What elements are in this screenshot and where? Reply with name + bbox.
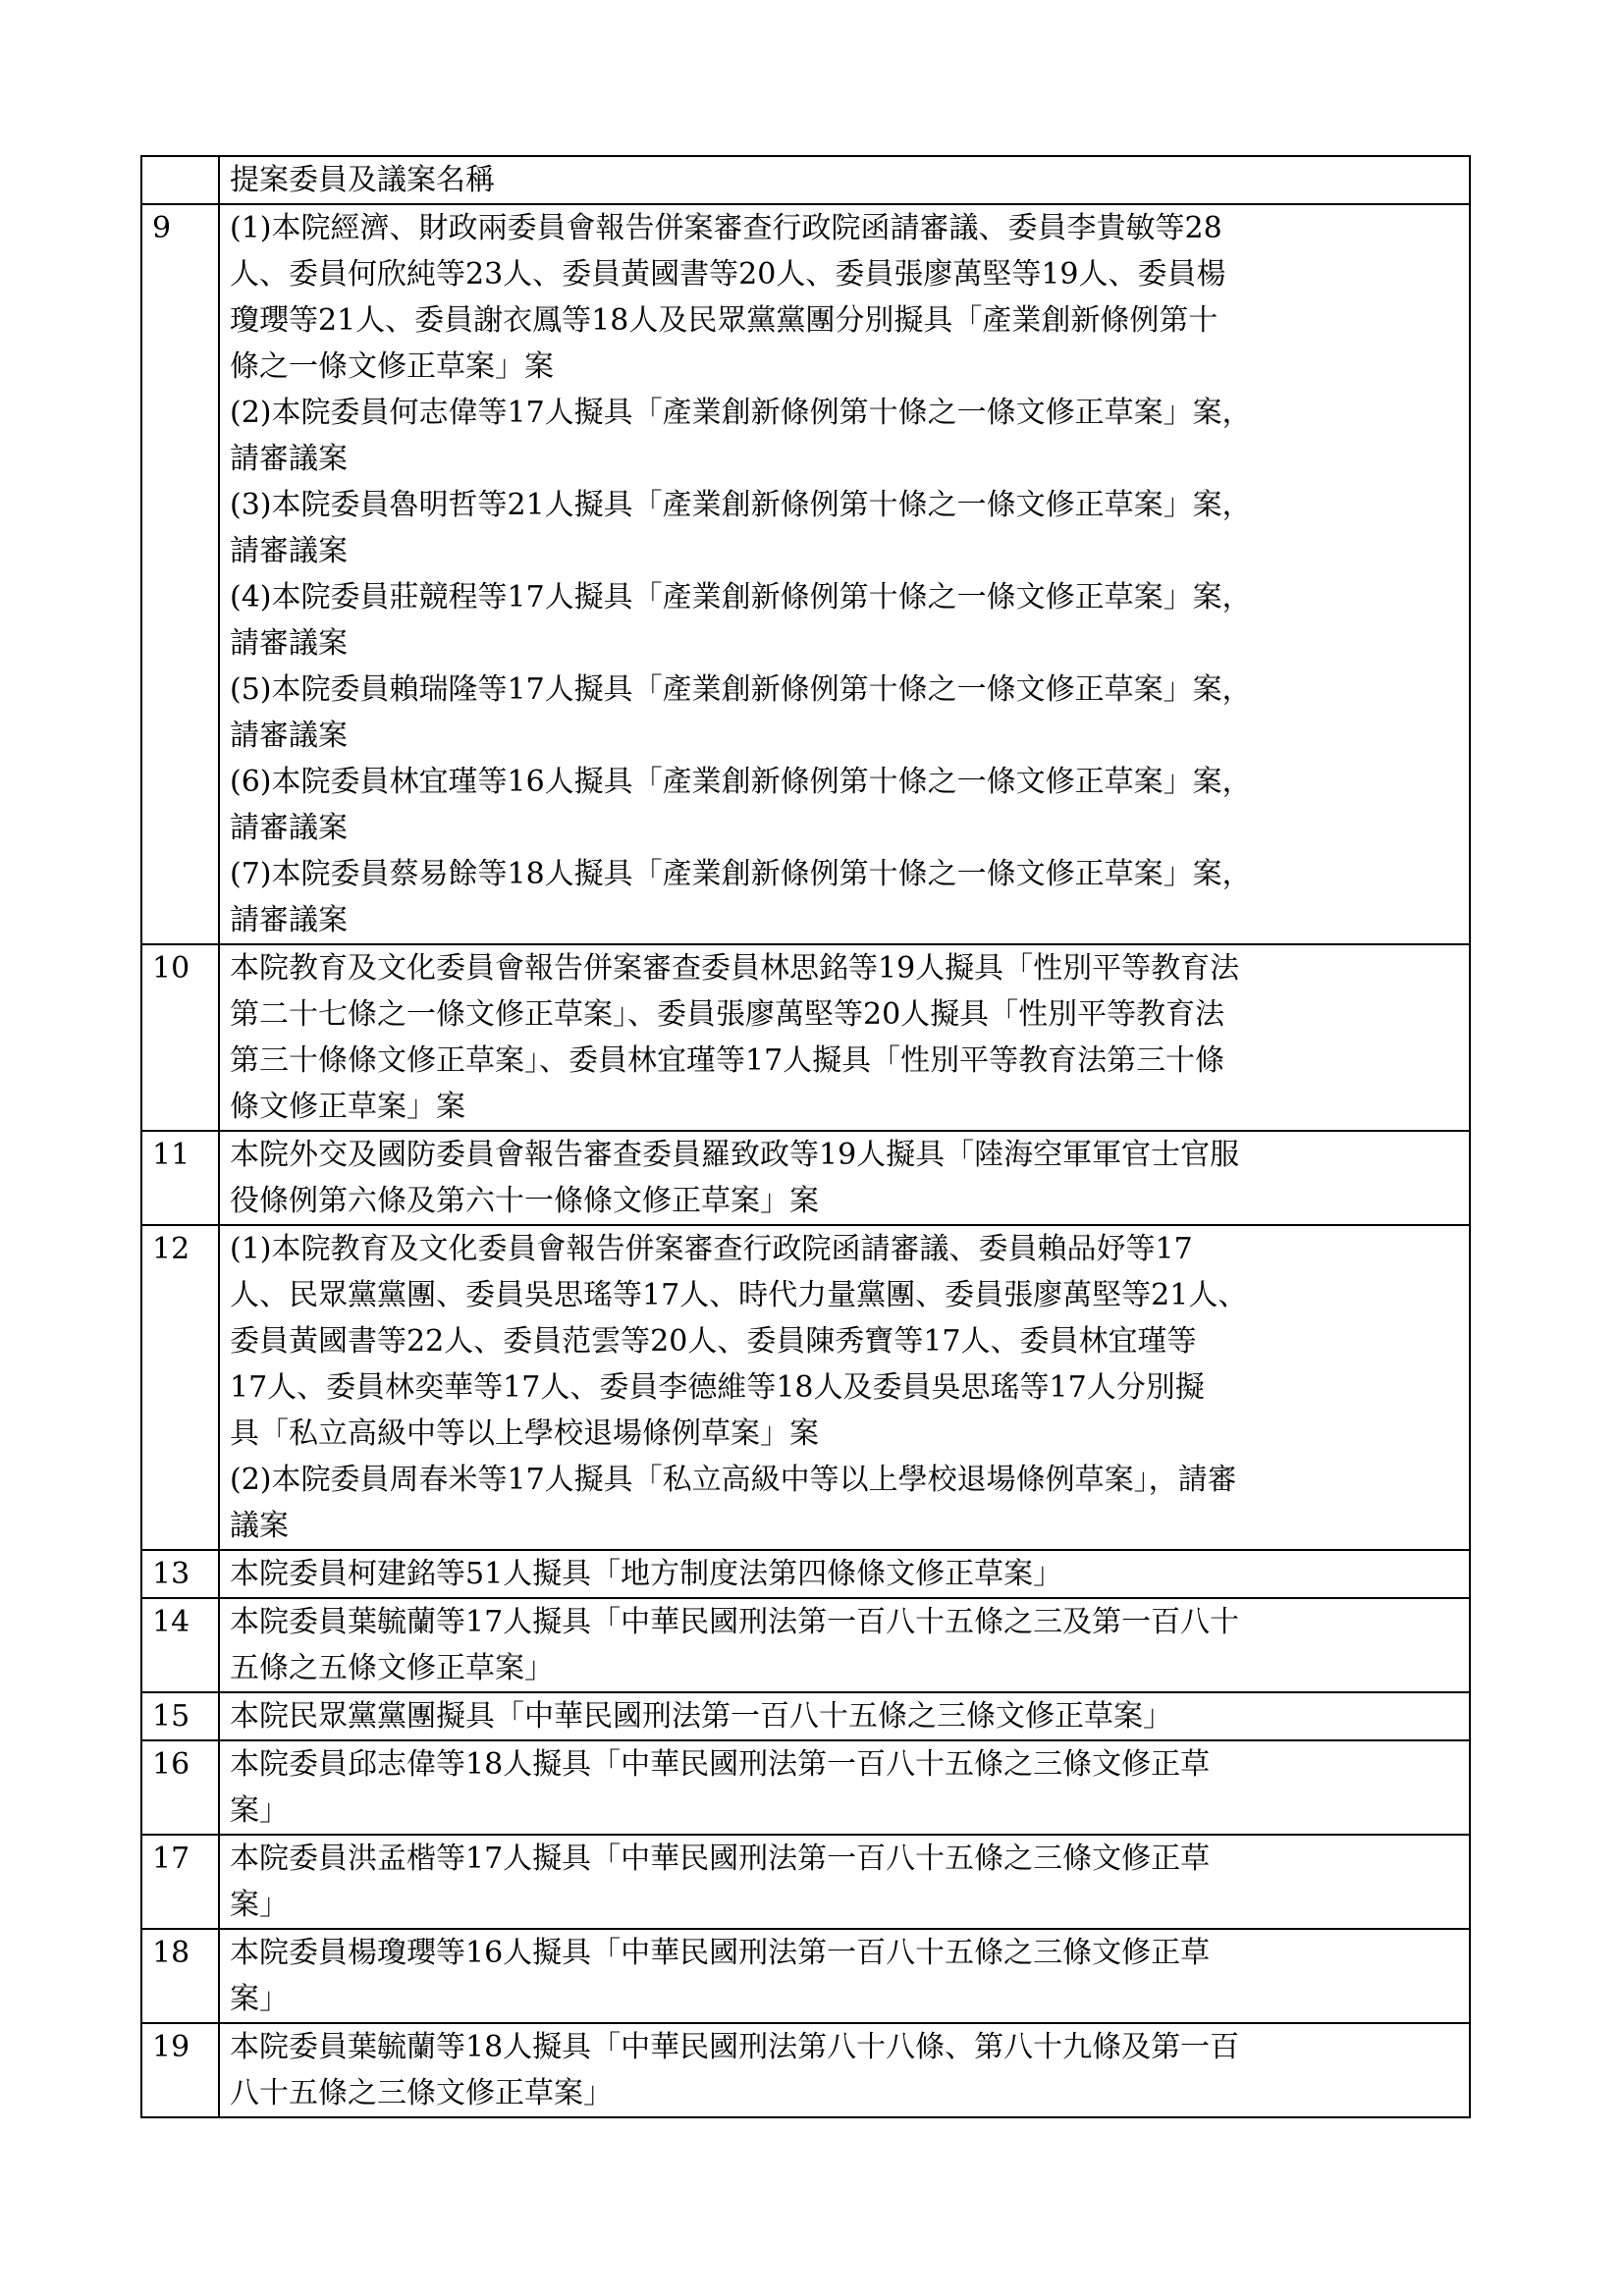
item-number: 10 xyxy=(141,944,219,1131)
bill-text-line: (5)本院委員賴瑞隆等17人擬具「產業創新條例第十條之一條文修正草案」案， xyxy=(230,672,1252,707)
bill-description xyxy=(219,944,1470,1131)
bill-text-line: (3)本院委員魯明哲等21人擬具「產業創新條例第十條之一條文修正草案」案， xyxy=(230,488,1252,522)
table-row xyxy=(141,1929,1470,2023)
bill-text-line: (1)本院經濟、財政兩委員會報告併案審查行政院函請審議、委員李貴敏等28 xyxy=(230,211,1222,245)
bill-description xyxy=(219,204,1470,944)
table-row xyxy=(141,2023,1470,2117)
bill-text-line: (2)本院委員周春米等17人擬具「私立高級中等以上學校退場條例草案」，請審 xyxy=(230,1463,1237,1497)
bill-text-line: 案」 xyxy=(230,1888,289,1922)
item-number: 15 xyxy=(141,1692,219,1740)
item-number: 17 xyxy=(141,1835,219,1929)
bill-text-line: (7)本院委員蔡易餘等18人擬具「產業創新條例第十條之一條文修正草案」案， xyxy=(230,857,1252,891)
bill-text-line: 案」 xyxy=(230,1982,289,2016)
bill-description xyxy=(219,1131,1470,1225)
bill-text-line: 請審議案 xyxy=(230,719,348,753)
table-row xyxy=(141,1225,1470,1550)
bill-text-line: 議案 xyxy=(230,1509,289,1543)
bill-text-line: 本院委員洪孟楷等17人擬具「中華民國刑法第一百八十五條之三條文修正草 xyxy=(230,1842,1211,1876)
bill-text-line: 本院委員邱志偉等18人擬具「中華民國刑法第一百八十五條之三條文修正草 xyxy=(230,1747,1211,1782)
bill-description xyxy=(219,1692,1470,1740)
bill-description xyxy=(219,1929,1470,2023)
bill-text-line: 人、委員何欣純等23人、委員黃國書等20人、委員張廖萬堅等19人、委員楊 xyxy=(230,257,1226,292)
bill-text-line: (1)本院教育及文化委員會報告併案審查行政院函請審議、委員賴品妤等17 xyxy=(230,1232,1193,1266)
table-row xyxy=(141,1740,1470,1835)
table-row xyxy=(141,1692,1470,1740)
item-number: 11 xyxy=(141,1131,219,1225)
bill-text-line: 役條例第六條及第六十一條條文修正草案」案 xyxy=(230,1184,819,1218)
item-number: 19 xyxy=(141,2023,219,2117)
bill-text-line: 請審議案 xyxy=(230,626,348,661)
bill-text-line: (4)本院委員莊競程等17人擬具「產業創新條例第十條之一條文修正草案」案， xyxy=(230,580,1252,614)
table-row xyxy=(141,204,1470,944)
bill-text-line: 本院委員楊瓊瓔等16人擬具「中華民國刑法第一百八十五條之三條文修正草 xyxy=(230,1936,1211,1970)
bill-text-line: 案」 xyxy=(230,1793,289,1828)
bill-text-line: 本院委員柯建銘等51人擬具「地方制度法第四條條文修正草案」 xyxy=(230,1557,1063,1591)
bill-text-line: 本院委員葉毓蘭等18人擬具「中華民國刑法第八十八條、第八十九條及第一百 xyxy=(230,2030,1240,2064)
bill-text-line: (2)本院委員何志偉等17人擬具「產業創新條例第十條之一條文修正草案」案， xyxy=(230,396,1252,430)
bill-text-line: 條之一條文修正草案」案 xyxy=(230,349,554,384)
bill-text-line: 第二十七條之一條文修正草案」、委員張廖萬堅等20人擬具「性別平等教育法 xyxy=(230,997,1225,1032)
table-header-row xyxy=(141,156,1470,204)
bill-text-line: 17人、委員林奕華等17人、委員李德維等18人及委員吳思瑤等17人分別擬 xyxy=(230,1370,1205,1405)
table-row xyxy=(141,1598,1470,1692)
bill-description xyxy=(219,1598,1470,1692)
bill-text-line: 具「私立高級中等以上學校退場條例草案」案 xyxy=(230,1416,819,1451)
bill-text-line: 委員黃國書等22人、委員范雲等20人、委員陳秀寶等17人、委員林宜瑾等 xyxy=(230,1324,1197,1359)
table-row xyxy=(141,1131,1470,1225)
bill-text-line: 第三十條條文修正草案」、委員林宜瑾等17人擬具「性別平等教育法第三十條 xyxy=(230,1043,1225,1078)
bill-text-line: 本院外交及國防委員會報告審查委員羅致政等19人擬具「陸海空軍軍官士官服 xyxy=(230,1138,1240,1172)
item-number: 18 xyxy=(141,1929,219,2023)
bill-description xyxy=(219,1225,1470,1550)
bill-text-line: 請審議案 xyxy=(230,534,348,568)
bill-text-line: 本院民眾黨黨團擬具「中華民國刑法第一百八十五條之三條文修正草案」 xyxy=(230,1699,1172,1734)
bill-text-line: 請審議案 xyxy=(230,442,348,476)
bill-text-line: 人、民眾黨黨團、委員吳思瑤等17人、時代力量黨團、委員張廖萬堅等21人、 xyxy=(230,1278,1248,1312)
item-number: 14 xyxy=(141,1598,219,1692)
bill-text-line: 瓊瓔等21人、委員謝衣鳳等18人及民眾黨黨團分別擬具「產業創新條例第十 xyxy=(230,303,1218,338)
bill-description xyxy=(219,2023,1470,2117)
table-row xyxy=(141,1550,1470,1598)
header-number-cell xyxy=(141,156,219,204)
bill-text-line: 條文修正草案」案 xyxy=(230,1090,465,1124)
bill-description xyxy=(219,1550,1470,1598)
table-row xyxy=(141,944,1470,1131)
bill-text-line: 請審議案 xyxy=(230,811,348,845)
bill-description xyxy=(219,1740,1470,1835)
agenda-table xyxy=(140,155,1471,2118)
bill-text-line: 八十五條之三條文修正草案」 xyxy=(230,2076,613,2110)
bill-text-line: 五條之五條文修正草案」 xyxy=(230,1651,554,1685)
bill-text-line: (6)本院委員林宜瑾等16人擬具「產業創新條例第十條之一條文修正草案」案， xyxy=(230,765,1252,799)
item-number: 16 xyxy=(141,1740,219,1835)
bill-description xyxy=(219,1835,1470,1929)
bill-text-line: 請審議案 xyxy=(230,903,348,937)
bill-text-line: 本院委員葉毓蘭等17人擬具「中華民國刑法第一百八十五條之三及第一百八十 xyxy=(230,1605,1240,1639)
header-title-cell: 提案委員及議案名稱 xyxy=(219,156,1470,204)
item-number: 9 xyxy=(141,204,219,944)
item-number: 12 xyxy=(141,1225,219,1550)
item-number: 13 xyxy=(141,1550,219,1598)
table-row xyxy=(141,1835,1470,1929)
bill-text-line: 本院教育及文化委員會報告併案審查委員林思銘等19人擬具「性別平等教育法 xyxy=(230,951,1240,986)
